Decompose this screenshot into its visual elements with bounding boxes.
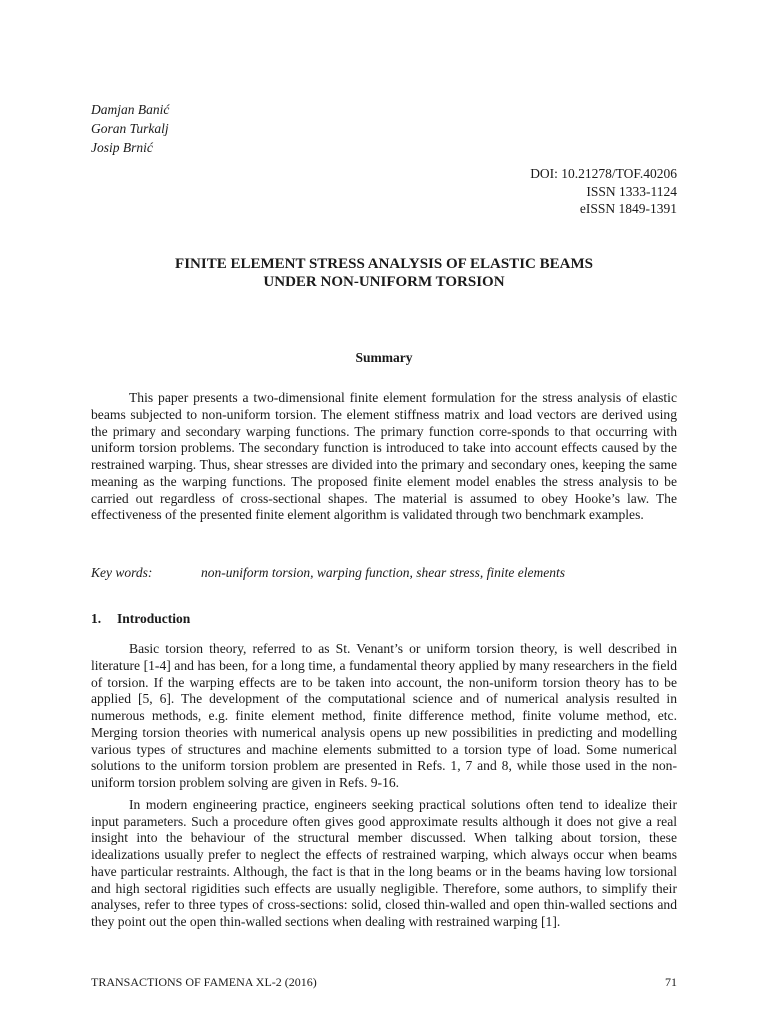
keywords [91,565,565,581]
keywords-value: non-uniform torsion, warping function, shear stress, finite elements [201,565,565,580]
journal-name: TRANSACTIONS OF FAMENA XL-2 (2016) [91,975,317,989]
section-number: 1. [91,611,102,626]
summary-body [91,390,677,524]
issn: ISSN 1333-1124 [586,183,677,199]
author-name: Damjan Banić [91,102,170,117]
introduction-body [91,641,677,931]
publication-identifiers [530,165,677,218]
paper-title [91,255,677,291]
page-footer [91,975,677,990]
keywords-label: Key words: [91,565,153,580]
section-heading-introduction [91,611,190,627]
doi: DOI: 10.21278/TOF.40206 [530,166,677,181]
introduction-paragraph: In modern engineering practice, engineers seeking practical solutions often tend to idealize their input parameters. Such a procedure often gives good approximate results although it does not give a real insight into the behaviour of the structural member discussed. When talking about torsion, these idealizations usually prefer to neglect the effects of restrained warping, which always occur when beams have particular restraints. Although, the fact is that in the long beams or in the beams having low torsional and high sectoral rigidities such effects are usually negligible. Therefore, some authors, to simplify their analyses, refer to three types of cross-sections: solid, closed thin-walled and open thin-walled sections and they point out the open thin-walled sections when dealing with restrained warping [1]. [91,796,677,929]
title-line-1: FINITE ELEMENT STRESS ANALYSIS OF ELASTIC BEAMS [175,256,593,272]
author-list [91,100,169,157]
page-number: 71 [665,975,677,989]
summary-heading: Summary [355,350,413,365]
author-name: Goran Turkalj [91,121,169,136]
eissn: eISSN 1849-1391 [579,201,677,216]
section-title: Introduction [117,611,191,626]
title-line-2: UNDER NON-UNIFORM TORSION [263,274,505,290]
author-name: Josip Brnić [91,140,153,155]
introduction-paragraph: Basic torsion theory, referred to as St. Venant’s or uniform torsion theory, is well described in literature [1-4] and has been, for a long time, a fundamental theory applied by many researchers in the field of torsion. If the warping effects are to be taken into account, the non-uniform torsion theory has to be applied [5, 6]. The development of the computational science and of numerical analysis resulted in numerous methods, e.g. finite element method, finite difference method, finite volume method, etc. Merging torsion theories with numerical analysis opens up new possibilities in predicting and modelling various types of structures and machine elements submitted to a torsion type of load. Some numerical solutions to the uniform torsion problem are presented in Refs. 1, 7 and 8, while those used in the non-uniform torsion problem solving are given in Refs. 9-16. [91,641,677,790]
summary-paragraph: This paper presents a two-dimensional finite element formulation for the stress analysis of elastic beams subjected to non-uniform torsion. The element stiffness matrix and load vectors are derived using the primary and secondary warping functions. The primary function corre-sponds to that occurring with uniform torsion problems. The secondary function is introduced to take into account effects caused by the restrained warping. Thus, shear stresses are divided into the primary and secondary ones, keeping the same meaning as the warping functions. The proposed finite element model enables the stress analysis to be carried out regardless of cross-sectional shapes. The material is assumed to obey Hooke’s law. The effectiveness of the presented finite element algorithm is validated through two benchmark examples. [91,390,677,523]
